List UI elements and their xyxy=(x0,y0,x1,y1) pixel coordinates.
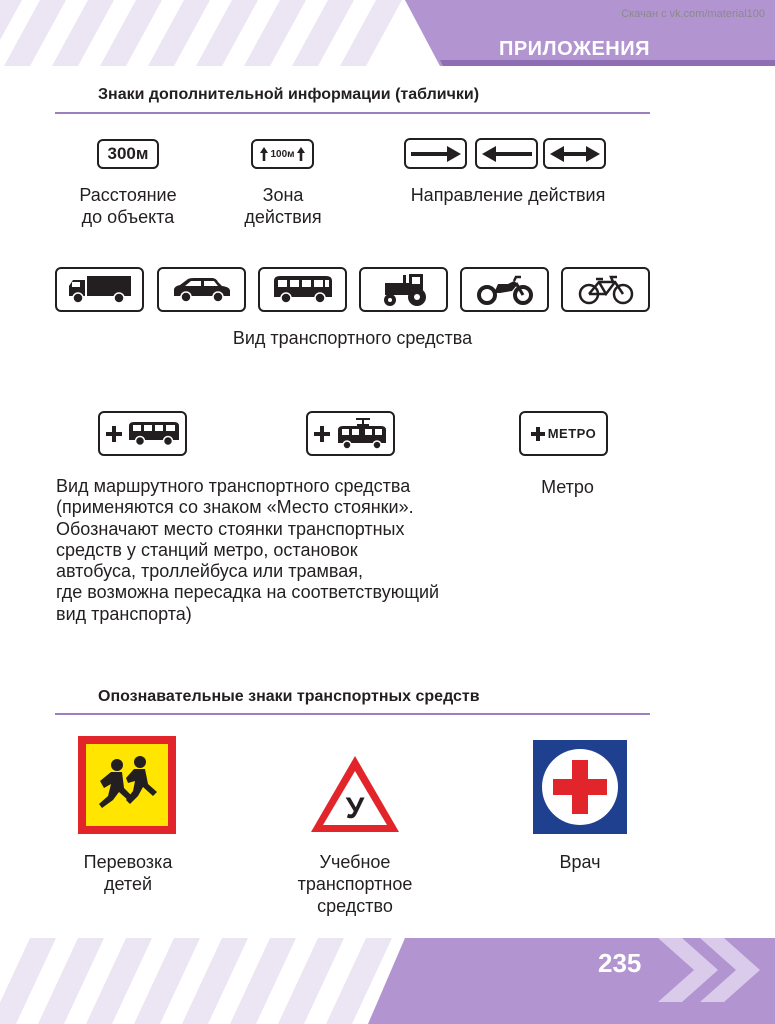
direction-caption: Направление действия xyxy=(410,185,606,205)
zone-plate-text: 100м xyxy=(270,148,295,160)
doctor-sign xyxy=(533,740,627,834)
tractor-icon xyxy=(379,273,429,307)
section-title-identification-signs: Опознавательные знаки транспортных средств xyxy=(98,688,480,705)
direction-left-plate xyxy=(475,138,538,169)
vehicle-plate-bicycle xyxy=(561,267,650,312)
zone-caption: Зона действия xyxy=(244,185,322,227)
truck-icon xyxy=(68,275,132,305)
plus-icon xyxy=(314,426,330,442)
car-icon xyxy=(172,276,232,304)
distance-caption: Расстояние до объекта xyxy=(79,185,177,227)
children-transport-sign xyxy=(78,736,176,834)
arrow-up-icon xyxy=(260,147,268,161)
direction-right-plate xyxy=(404,138,467,169)
section-rule xyxy=(55,713,650,715)
metro-plate-text: МЕТРО xyxy=(547,426,597,441)
direction-both-plate xyxy=(543,138,606,169)
vehicle-plate-car xyxy=(157,267,246,312)
vehicle-type-caption: Вид транспортного средства xyxy=(232,328,473,348)
learner-driver-sign xyxy=(308,753,402,835)
arrow-up-icon xyxy=(297,147,305,161)
learner-letter: У xyxy=(345,792,365,825)
vehicle-plate-motorcycle xyxy=(460,267,549,312)
bus-icon xyxy=(272,275,334,305)
plus-icon xyxy=(531,427,545,441)
section-label: ПРИЛОЖЕНИЯ xyxy=(498,38,650,60)
bus-icon xyxy=(128,421,180,447)
vehicle-plate-tractor xyxy=(359,267,448,312)
arrow-both-icon xyxy=(550,146,600,162)
metro-caption: Метро xyxy=(541,477,594,497)
route-transport-description: Вид маршрутного транспортного средства (применяются со знаком «Место стоянки». Обозначают место стоянки транспортных средств у станций метро, остановок автобуса, троллейбуса или трамвая, где возможна пересадка на соответствующий вид транспорта) xyxy=(56,476,440,624)
vehicle-plate-bus xyxy=(258,267,347,312)
tram-icon xyxy=(336,417,388,451)
page-number: 235 xyxy=(598,948,642,978)
bicycle-icon xyxy=(577,275,635,305)
distance-plate xyxy=(97,139,159,169)
route-tram-plate xyxy=(306,411,395,456)
route-metro-plate xyxy=(519,411,608,456)
arrow-right-icon xyxy=(411,146,461,162)
vehicle-plate-truck xyxy=(55,267,144,312)
section-rule xyxy=(55,112,650,114)
learner-caption: Учебное транспортное средство xyxy=(297,852,413,916)
motorcycle-icon xyxy=(476,275,534,305)
watermark: Скачан с vk.com/material100 xyxy=(621,8,765,20)
arrow-left-icon xyxy=(482,146,532,162)
plus-icon xyxy=(106,426,122,442)
distance-plate-text: 300м xyxy=(107,144,149,163)
zone-plate xyxy=(251,139,314,169)
doctor-caption: Врач xyxy=(559,852,601,872)
route-bus-plate xyxy=(98,411,187,456)
children-caption: Перевозка детей xyxy=(83,852,173,894)
section-title-info-plates: Знаки дополнительной информации (таблички) xyxy=(98,86,480,103)
footer-banner xyxy=(0,938,775,1024)
